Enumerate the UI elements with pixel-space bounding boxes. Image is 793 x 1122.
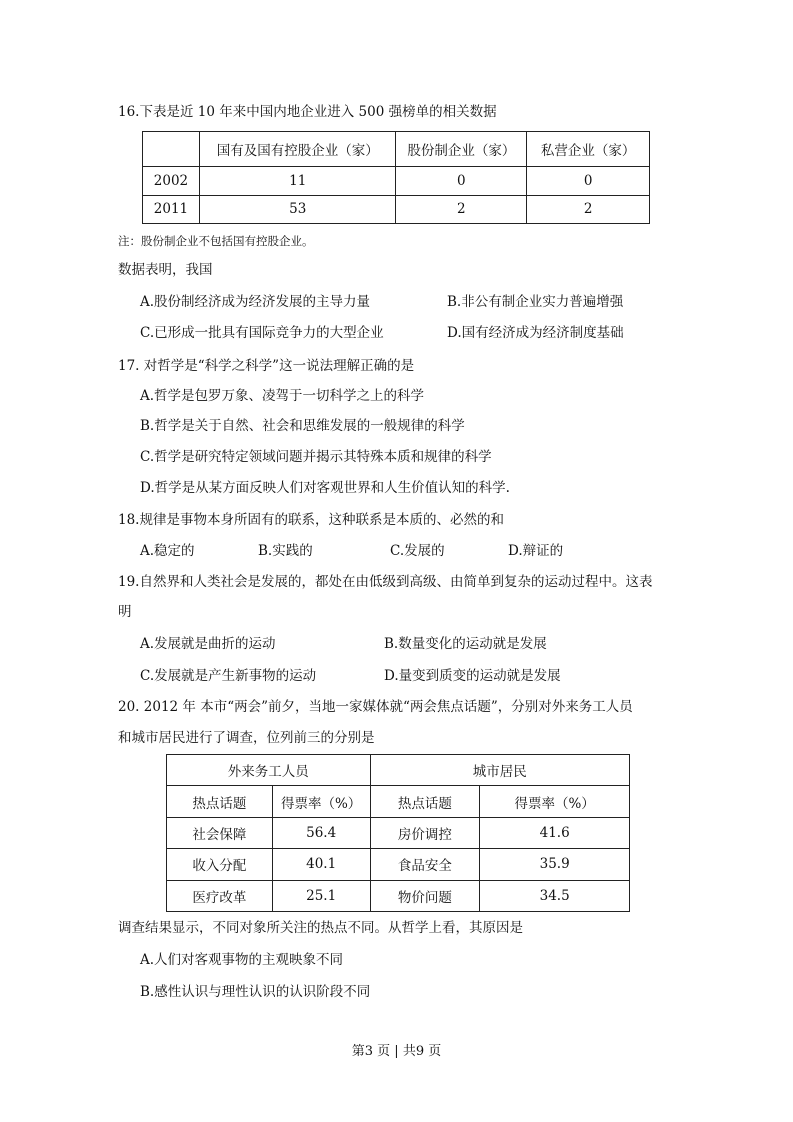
q16-stem: 16.下表是近 10 年来中国内地企业进入 500 强榜单的相关数据 (118, 104, 497, 120)
table-cell: 25.1 (272, 880, 370, 911)
table-header: 得票率（%） (480, 786, 630, 817)
option-b: B.数量变化的运动就是发展 (384, 636, 547, 652)
table-group-row (167, 755, 630, 786)
table-cell: 物价问题 (370, 880, 480, 911)
table-cell: 56.4 (272, 817, 370, 848)
option-d: D.哲学是从某方面反映人们对客观世界和人生价值认知的科学. (140, 480, 510, 496)
table-cell: 0 (527, 167, 650, 195)
option-c: C.已形成一批具有国际竞争力的大型企业 (140, 325, 384, 341)
table-cell: 房价调控 (370, 817, 480, 848)
table-header: 私营企业（家） (527, 132, 650, 167)
table-cell: 社会保障 (167, 817, 273, 848)
option-d: D.辩证的 (508, 543, 564, 559)
table-group-header: 外来务工人员 (167, 755, 371, 786)
q16-lead: 数据表明，我国 (118, 262, 213, 278)
option-a: A.稳定的 (140, 543, 195, 559)
table-cell: 35.9 (480, 849, 630, 880)
option-b: B.感性认识与理性认识的认识阶段不同 (140, 984, 371, 1000)
option-c: C.哲学是研究特定领域问题并揭示其特殊本质和规律的科学 (140, 449, 492, 465)
table-cell: 40.1 (272, 849, 370, 880)
table-cell: 医疗改革 (167, 880, 273, 911)
option-b: B.实践的 (258, 543, 313, 559)
page-footer: 第3 页 | 共9 页 (351, 1044, 442, 1059)
table-header-row (143, 132, 650, 167)
table-row (167, 817, 630, 848)
table-row (143, 167, 650, 195)
table-cell (143, 132, 200, 167)
table-cell: 11 (199, 167, 396, 195)
table-cell: 2011 (143, 195, 200, 223)
option-c: C.发展的 (390, 543, 445, 559)
table-row (167, 880, 630, 911)
q18-stem: 18.规律是事物本身所固有的联系，这种联系是本质的、必然的和 (118, 512, 504, 528)
table-cell: 食品安全 (370, 849, 480, 880)
table-cell: 收入分配 (167, 849, 273, 880)
table-cell: 2 (527, 195, 650, 223)
table-cell: 41.6 (480, 817, 630, 848)
option-a: A.哲学是包罗万象、凌驾于一切科学之上的科学 (140, 388, 425, 404)
q19-stem: 19.自然界和人类社会是发展的，都处在由低级到高级、由简单到复杂的运动过程中。这表 (118, 574, 653, 590)
option-c: C.发展就是产生新事物的运动 (140, 668, 317, 684)
option-a: A.发展就是曲折的运动 (140, 636, 276, 652)
table-header: 国有及国有控股企业（家） (199, 132, 396, 167)
table-group-header: 城市居民 (370, 755, 629, 786)
option-d: D.国有经济成为经济制度基础 (447, 325, 624, 341)
option-b: B.哲学是关于自然、社会和思维发展的一般规律的科学 (140, 418, 465, 434)
option-a: A.股份制经济成为经济发展的主导力量 (140, 294, 371, 310)
table-header: 热点话题 (370, 786, 480, 817)
q16-table (142, 131, 650, 224)
q19-stem-cont: 明 (118, 604, 132, 620)
table-header-row (167, 786, 630, 817)
table-cell: 2002 (143, 167, 200, 195)
table-header: 热点话题 (167, 786, 273, 817)
table-row (167, 849, 630, 880)
table-cell: 34.5 (480, 880, 630, 911)
option-a: A.人们对客观事物的主观映象不同 (140, 952, 344, 968)
q20-table (166, 754, 630, 912)
table-cell: 0 (396, 167, 527, 195)
table-header: 得票率（%） (272, 786, 370, 817)
table-cell: 2 (396, 195, 527, 223)
table-cell: 53 (199, 195, 396, 223)
q20-stem: 20. 2012 年 本市“两会”前夕，当地一家媒体就“两会焦点话题”，分别对外来务工人员 (118, 699, 633, 715)
table-row (143, 195, 650, 223)
q20-lead: 调查结果显示，不同对象所关注的热点不同。从哲学上看，其原因是 (118, 920, 523, 936)
option-d: D.量变到质变的运动就是发展 (384, 668, 561, 684)
table-header: 股份制企业（家） (396, 132, 527, 167)
option-b: B.非公有制企业实力普遍增强 (447, 294, 624, 310)
q20-stem-cont: 和城市居民进行了调查，位列前三的分别是 (118, 730, 375, 746)
q16-note: 注：股份制企业不包括国有控股企业。 (118, 234, 314, 248)
q17-stem: 17. 对哲学是“科学之科学”这一说法理解正确的是 (118, 358, 415, 374)
